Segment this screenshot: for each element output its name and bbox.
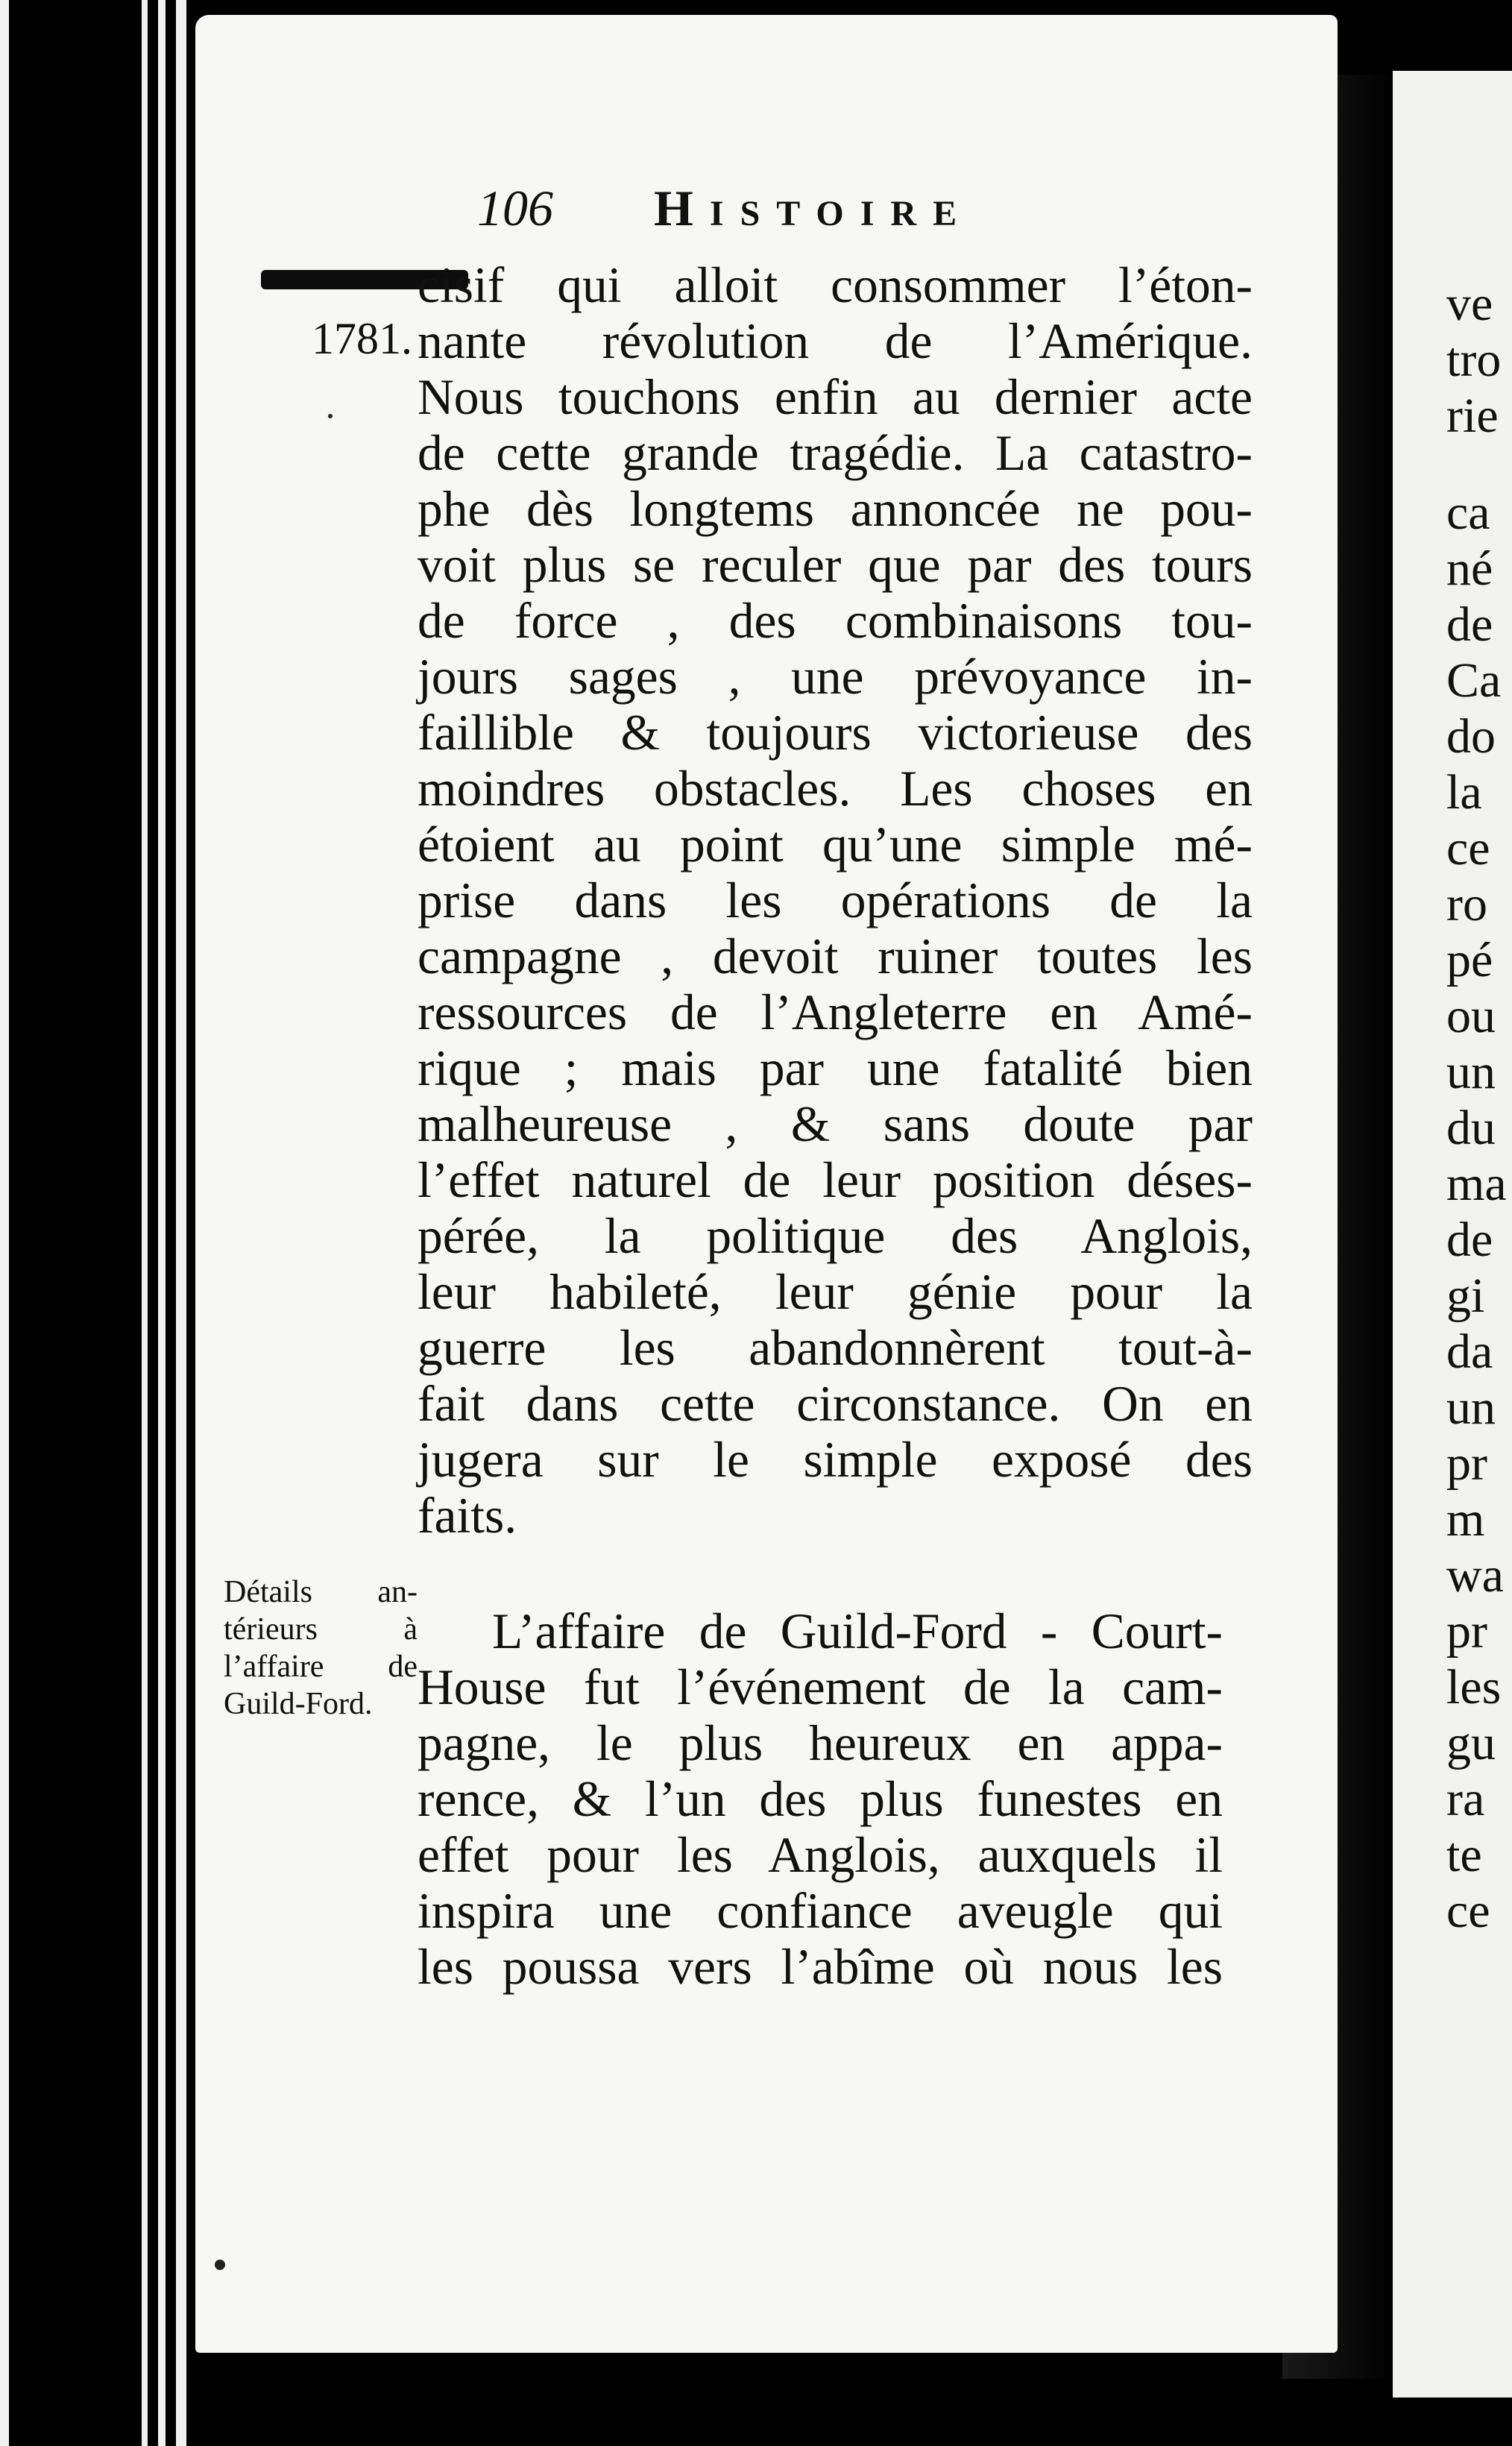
text-line: rique ; mais par une fatalité bien xyxy=(418,1040,1253,1096)
text-line: faillible & toujours victorieuse des xyxy=(418,705,1253,761)
facing-page-fragment: Ca xyxy=(1446,653,1502,708)
text-line: prise dans les opérations de la xyxy=(418,873,1253,928)
text-line: ressources de l’Angleterre en Amé- xyxy=(418,984,1253,1040)
facing-page-fragment: da xyxy=(1446,1324,1493,1379)
facing-page-fragment: te xyxy=(1446,1828,1482,1882)
text-line: inspira une confiance aveugle qui xyxy=(418,1883,1223,1939)
text-line: leur habileté, leur génie pour la xyxy=(418,1264,1253,1320)
facing-page-fragment: un xyxy=(1446,1380,1496,1435)
paragraph-2 xyxy=(418,1603,1223,1995)
facing-page-fragment: de xyxy=(1446,597,1493,652)
text-line: jours sages , une prévoyance in- xyxy=(418,649,1253,705)
facing-page-fragment: m xyxy=(1446,1492,1485,1547)
text-line: de force , des combinaisons tou- xyxy=(418,593,1253,649)
sidenote-line: Détails an- xyxy=(224,1575,418,1609)
facing-page-fragment: ro xyxy=(1446,877,1487,931)
facing-page-fragment: tro xyxy=(1446,333,1502,387)
ink-speck xyxy=(215,2260,225,2270)
text-line: fait dans cette circonstance. On en xyxy=(418,1376,1253,1432)
facing-page-fragment: ra xyxy=(1446,1772,1485,1826)
facing-page-fragment: né xyxy=(1446,541,1493,596)
facing-page xyxy=(1393,71,1512,2398)
facing-page-fragment: pé xyxy=(1446,933,1493,987)
facing-page-fragment: de xyxy=(1446,1213,1493,1267)
facing-page-fragment: pr xyxy=(1446,1604,1487,1659)
facing-page-fragment: ca xyxy=(1446,485,1490,540)
text-line: étoient au point qu’une simple mé- xyxy=(418,817,1253,873)
text-line: les poussa vers l’abîme où nous les xyxy=(418,1939,1223,1995)
page-edge xyxy=(0,0,9,2446)
text-line: phe dès longtems annoncée ne pou- xyxy=(418,481,1253,537)
facing-page-fragment: un xyxy=(1446,1045,1496,1099)
page-edge xyxy=(142,0,148,2446)
facing-page-fragment: ce xyxy=(1446,1884,1490,1938)
text-line: jugera sur le simple exposé des xyxy=(418,1432,1253,1488)
text-line: campagne , devoit ruiner toutes les xyxy=(418,928,1253,984)
margin-year: 1781. xyxy=(312,314,412,363)
sidenote-line: l’affaire de xyxy=(224,1650,418,1684)
facing-page-fragment: rie xyxy=(1446,389,1499,443)
page-edge xyxy=(158,0,166,2446)
text-line: cisif qui alloit consommer l’éton- xyxy=(418,257,1253,313)
sidenote-line: térieurs à xyxy=(224,1612,418,1647)
text-line: L’affaire de Guild-Ford - Court- xyxy=(492,1603,1223,1659)
text-line: House fut l’événement de la cam- xyxy=(418,1659,1223,1715)
text-line: voit plus se reculer que par des tours xyxy=(418,537,1253,593)
text-line: malheureuse , & sans doute par xyxy=(418,1096,1253,1152)
text-line: l’effet naturel de leur position déses- xyxy=(418,1152,1253,1208)
text-line: de cette grande tragédie. La catastro- xyxy=(418,425,1253,481)
ink-speck xyxy=(328,414,333,418)
text-line: faits. xyxy=(418,1488,517,1544)
text-line: guerre les abandonnèrent tout-à- xyxy=(418,1320,1253,1376)
facing-page-fragment: les xyxy=(1446,1660,1502,1714)
running-head xyxy=(477,179,973,238)
facing-page-fragment: gi xyxy=(1446,1268,1485,1323)
page-number: 106 xyxy=(477,180,553,236)
facing-page-fragment: la xyxy=(1446,765,1482,820)
facing-page-fragment: ou xyxy=(1446,989,1496,1043)
text-line: rence, & l’un des plus funestes en xyxy=(418,1771,1223,1827)
facing-page-fragment: du xyxy=(1446,1101,1496,1155)
facing-page-fragment: ma xyxy=(1446,1157,1507,1211)
facing-page-fragment: pr xyxy=(1446,1436,1487,1491)
page-edge xyxy=(176,0,186,2446)
facing-page-fragment: gu xyxy=(1446,1716,1496,1770)
text-line: Nous touchons enfin au dernier acte xyxy=(418,369,1253,425)
sidenote-line: Guild-Ford. xyxy=(224,1687,373,1721)
facing-page-fragment: ce xyxy=(1446,821,1490,875)
running-title: Histoire xyxy=(654,180,974,236)
sidenote xyxy=(224,1573,418,1723)
text-line: effet pour les Anglois, auxquels il xyxy=(418,1827,1223,1883)
facing-page-fragment: do xyxy=(1446,709,1496,764)
text-line: nante révolution de l’Amérique. xyxy=(418,313,1253,369)
text-line: pagne, le plus heureux en appa- xyxy=(418,1715,1223,1771)
paragraph-1 xyxy=(418,257,1253,1544)
facing-page-fragment: wa xyxy=(1446,1548,1504,1603)
text-line: moindres obstacles. Les choses en xyxy=(418,761,1253,817)
text-line: pérée, la politique des Anglois, xyxy=(418,1208,1253,1264)
facing-page-fragment: ve xyxy=(1446,277,1493,331)
